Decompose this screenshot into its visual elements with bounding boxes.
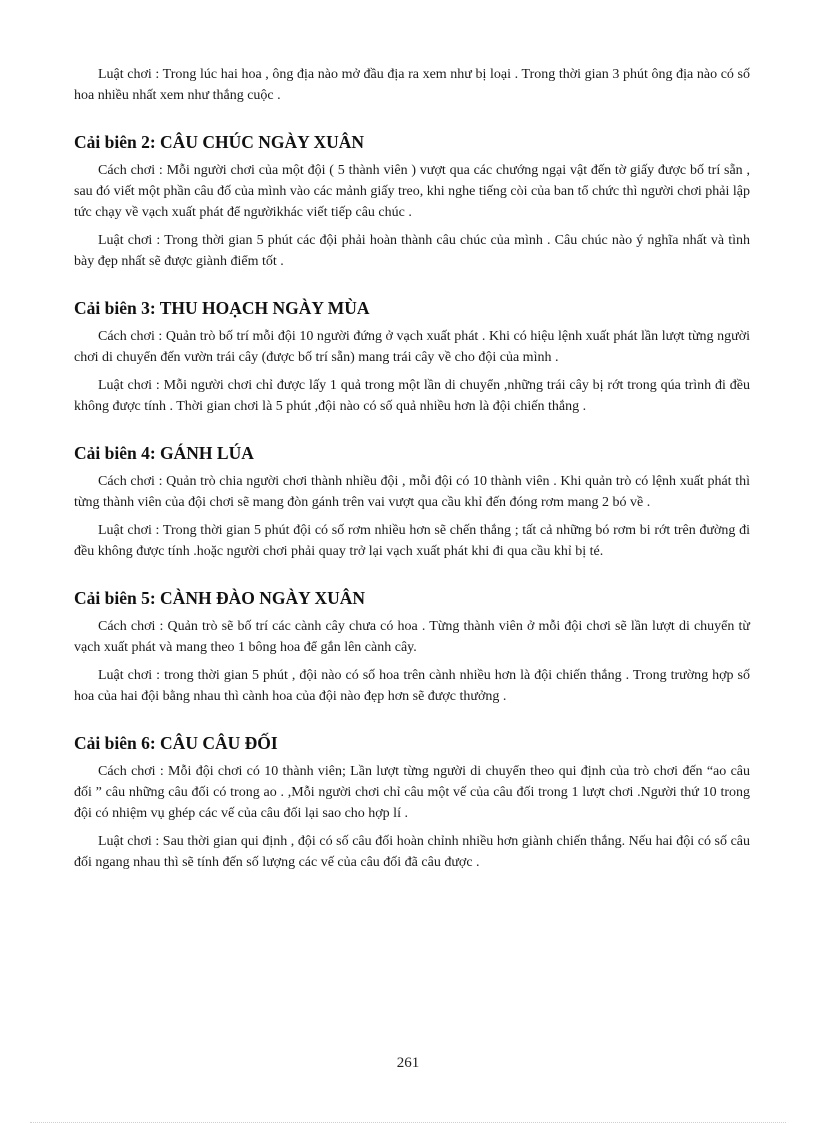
how-to-play-paragraph: Cách chơi : Mỗi đội chơi có 10 thành viên; Lần lượt từng người di chuyển theo qui định của trò chơi đến “ao câu đối ” câu những câu đối có trong ao . ,Mỗi người chơi chỉ câu một vế của câu đối trong 1 lượt chơi .Người thứ 10 trong đội có nhiệm vụ ghép các vế của câu đối lại sao cho hợp lí . xyxy=(74,764,750,821)
rule-paragraph: Luật chơi : Trong thời gian 5 phút các đội phải hoàn thành câu chúc của mình . Câu chúc nào ý nghĩa nhất và tình bày đẹp nhất sẽ được giành điểm tốt . xyxy=(74,233,750,269)
rule-paragraph: Luật chơi : Mỗi người chơi chỉ được lấy 1 quả trong một lần di chuyển ,những trái cây bị rớt trong qúa trình đi đều không được tính . Thời gian chơi là 5 phút ,đội nào có số quả nhiều hơn là đội chiến thắng . xyxy=(74,378,750,414)
page-number: 261 xyxy=(396,1055,420,1071)
section-cai-bien-2 xyxy=(74,130,750,272)
section-cai-bien-3 xyxy=(74,296,750,417)
section-heading: Cải biên 3: THU HOẠCH NGÀY MÙA xyxy=(74,298,370,318)
section-cai-bien-5 xyxy=(74,586,750,707)
how-to-play-paragraph: Cách chơi : Quản trò chia người chơi thành nhiều đội , mỗi đội có 10 thành viên . Khi quản trò có lệnh xuất phát thì từng thành viên của đội chơi sẽ mang đòn gánh trên vai vượt qua cầu khỉ đến đóng rơm mang 2 bó về . xyxy=(74,474,750,510)
rule-paragraph: Luật chơi : Trong thời gian 5 phút đội có số rơm nhiều hơn sẽ chến thắng ; tất cả những bó rơm bi rớt trên đường đi đều không được tính .hoặc người chơi phải quay trở lại vạch xuất phát khi đi qua cầu khỉ bị té. xyxy=(74,523,750,559)
section-heading: Cải biên 6: CÂU CÂU ĐỐI xyxy=(74,733,278,753)
how-to-play-paragraph: Cách chơi : Mỗi người chơi của một đội ( 5 thành viên ) vượt qua các chướng ngại vật đến tờ giấy được bố trí sẵn , sau đó viết một phần câu đố của mình vào các mảnh giấy treo, khi nghe tiếng còi của ban tổ chức thì người chơi phải lập tức chạy về vạch xuất phát để ngườikhác viết tiếp câu chúc . xyxy=(74,163,750,220)
section-heading: Cải biên 4: GÁNH LÚA xyxy=(74,443,254,463)
section-heading: Cải biên 5: CÀNH ĐÀO NGÀY XUÂN xyxy=(74,588,366,608)
rule-paragraph: Luật chơi : Sau thời gian qui định , đội có số câu đối hoàn chỉnh nhiều hơn giành chiến thắng. Nếu hai đội có số câu đối ngang nhau thì sẽ tính đến số lượng các vế của câu đối đã câu được . xyxy=(74,834,750,870)
how-to-play-paragraph: Cách chơi : Quản trò sẽ bố trí các cành cây chưa có hoa . Từng thành viên ở mỗi đội chơi sẽ lần lượt di chuyển từ vạch xuất phát và mang theo 1 bông hoa để gắn lên cành cây. xyxy=(74,619,750,655)
rule-paragraph: Luật chơi : trong thời gian 5 phút , đội nào có số hoa trên cành nhiều hơn là đội chiến thắng . Trong trường hợp số hoa của hai đội bằng nhau thì cành hoa của đội nào đẹp hơn sẽ được thưởng . xyxy=(74,668,750,704)
document-page xyxy=(74,64,750,880)
section-heading: Cải biên 2: CÂU CHÚC NGÀY XUÂN xyxy=(74,132,365,152)
section-cai-bien-6 xyxy=(74,731,750,873)
intro-rule-paragraph: Luật chơi : Trong lúc hai hoa , ông địa nào mở đầu địa ra xem như bị loại . Trong thời gian 3 phút ông địa nào có số hoa nhiều nhất xem như thắng cuộc . xyxy=(74,67,750,103)
how-to-play-paragraph: Cách chơi : Quản trò bố trí mỗi đội 10 người đứng ở vạch xuất phát . Khi có hiệu lệnh xuất phát lần lượt từng người chơi di chuyển đến vườn trái cây (được bố trí sẵn) mang trái cây về cho đội của mình . xyxy=(74,329,750,365)
section-cai-bien-4 xyxy=(74,441,750,562)
